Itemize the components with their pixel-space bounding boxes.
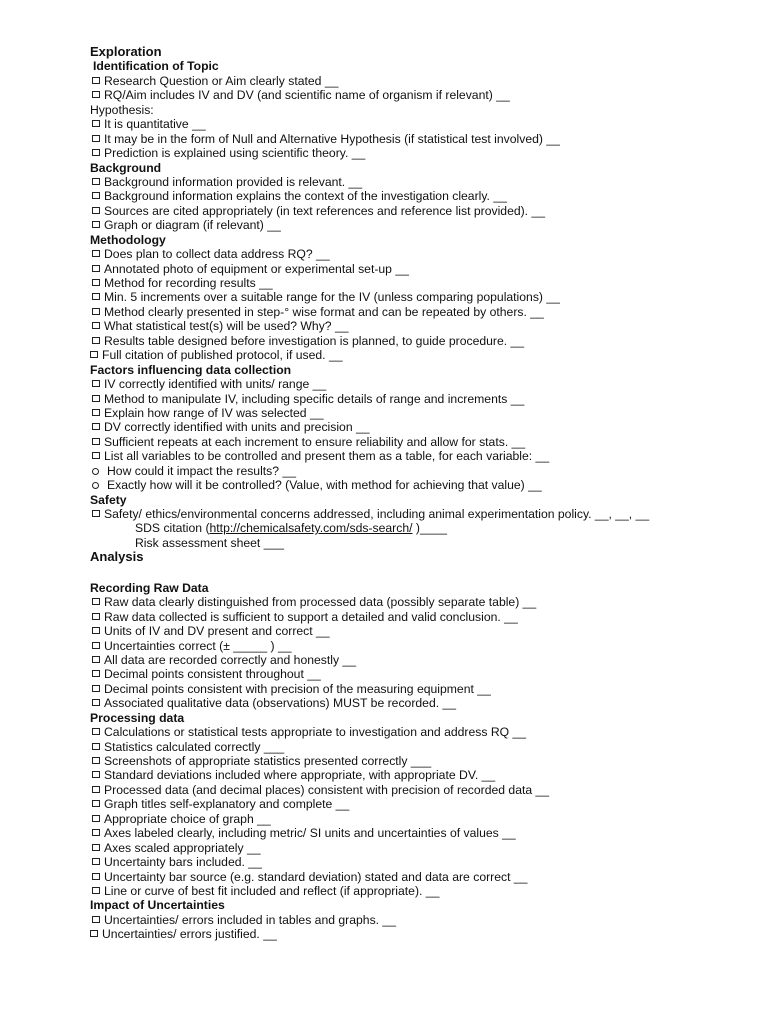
checklist-item: Associated qualitative data (observations) MUST be recorded. __ bbox=[90, 696, 750, 710]
checklist-item: Annotated photo of equipment or experimental set-up __ bbox=[90, 262, 750, 276]
checklist-item: Line or curve of best fit included and reflect (if appropriate). __ bbox=[90, 884, 750, 898]
checkbox-icon bbox=[92, 380, 100, 387]
checkbox-icon bbox=[92, 786, 100, 793]
checkbox-icon bbox=[92, 757, 100, 764]
checkbox-icon bbox=[92, 322, 100, 329]
checklist-item: Uncertainty bar source (e.g. standard deviation) stated and data are correct __ bbox=[90, 870, 750, 884]
checkbox-icon bbox=[92, 265, 100, 272]
checkbox-icon bbox=[92, 613, 100, 620]
checklist-item: Sufficient repeats at each increment to ensure reliability and allow for stats. __ bbox=[90, 435, 750, 449]
checklist-item: Axes scaled appropriately __ bbox=[90, 841, 750, 855]
checklist-item: Explain how range of IV was selected __ bbox=[90, 406, 750, 420]
checkbox-icon bbox=[92, 699, 100, 706]
checklist-item: Raw data collected is sufficient to support a detailed and valid conclusion. __ bbox=[90, 610, 750, 624]
spacer bbox=[90, 565, 750, 581]
checkbox-icon bbox=[92, 91, 100, 98]
checkbox-icon bbox=[92, 250, 100, 257]
sub-bullet-item: Exactly how will it be controlled? (Value, with method for achieving that value) __ bbox=[90, 478, 750, 492]
checkbox-icon bbox=[92, 395, 100, 402]
checkbox-icon bbox=[92, 293, 100, 300]
checkbox-icon bbox=[92, 337, 100, 344]
checklist-item: Sources are cited appropriately (in text references and reference list provided). __ bbox=[90, 204, 750, 218]
checklist-item: Uncertainties/ errors included in tables and graphs. __ bbox=[90, 913, 750, 927]
checklist-item: All data are recorded correctly and honestly __ bbox=[90, 653, 750, 667]
checkbox-icon bbox=[92, 627, 100, 634]
checklist-item: Appropriate choice of graph __ bbox=[90, 812, 750, 826]
checklist-item: Full citation of published protocol, if used. __ bbox=[90, 348, 750, 362]
section-title-background: Background bbox=[90, 160, 162, 175]
checkbox-icon bbox=[92, 800, 100, 807]
checkbox-icon bbox=[92, 656, 100, 663]
checklist-item: Research Question or Aim clearly stated __ bbox=[90, 74, 750, 88]
checklist-document bbox=[90, 45, 750, 942]
checklist-item: Axes labeled clearly, including metric/ SI units and uncertainties of values __ bbox=[90, 826, 750, 840]
checklist-item: DV correctly identified with units and precision __ bbox=[90, 420, 750, 434]
checkbox-icon bbox=[92, 438, 100, 445]
hypothesis-label: Hypothesis: bbox=[90, 102, 154, 117]
checklist-item: Safety/ ethics/environmental concerns addressed, including animal experimentation policy. __, __, __ bbox=[90, 507, 750, 521]
sds-link[interactable]: http://chemicalsafety.com/sds-search/ bbox=[209, 521, 413, 536]
subsection-title-recording: Recording Raw Data bbox=[90, 580, 209, 595]
checklist-item: Uncertainty bars included. __ bbox=[90, 855, 750, 869]
checklist-item: Results table designed before investigation is planned, to guide procedure. __ bbox=[90, 334, 750, 348]
checkbox-icon bbox=[92, 670, 100, 677]
checkbox-icon bbox=[92, 77, 100, 84]
checkbox-icon bbox=[92, 510, 100, 517]
checklist-item: Decimal points consistent throughout __ bbox=[90, 667, 750, 681]
checkbox-icon bbox=[92, 452, 100, 459]
checkbox-icon bbox=[92, 829, 100, 836]
checkbox-icon bbox=[92, 728, 100, 735]
checklist-item: Min. 5 increments over a suitable range for the IV (unless comparing populations) __ bbox=[90, 290, 750, 304]
checklist-item: Background information explains the context of the investigation clearly. __ bbox=[90, 189, 750, 203]
checklist-item: Uncertainties correct (± _____ ) __ bbox=[90, 639, 750, 653]
checkbox-icon bbox=[92, 409, 100, 416]
checkbox-icon bbox=[92, 207, 100, 214]
checklist-item: Method to manipulate IV, including specific details of range and increments __ bbox=[90, 392, 750, 406]
risk-assessment-line: Risk assessment sheet ___ bbox=[135, 535, 285, 550]
checkbox-icon bbox=[92, 598, 100, 605]
checkbox-icon bbox=[92, 743, 100, 750]
checkbox-icon bbox=[92, 771, 100, 778]
checklist-item: Method clearly presented in step-° wise format and can be repeated by others. __ bbox=[90, 305, 750, 319]
section-title-factors: Factors influencing data collection bbox=[90, 362, 292, 377]
checkbox-icon bbox=[92, 685, 100, 692]
circle-bullet-icon bbox=[92, 468, 99, 475]
sds-citation: SDS citation (http://chemicalsafety.com/sds-search/ )____ bbox=[135, 521, 448, 536]
checkbox-icon bbox=[92, 844, 100, 851]
checklist-item: It is quantitative __ bbox=[90, 117, 750, 131]
checklist-item: Raw data clearly distinguished from processed data (possibly separate table) __ bbox=[90, 595, 750, 609]
checklist-item: Standard deviations included where appropriate, with appropriate DV. __ bbox=[90, 768, 750, 782]
checklist-item: List all variables to be controlled and present them as a table, for each variable: __ bbox=[90, 449, 750, 463]
checkbox-icon bbox=[92, 308, 100, 315]
checklist-item: Decimal points consistent with precision of the measuring equipment __ bbox=[90, 682, 750, 696]
section-title-exploration: Exploration bbox=[90, 44, 162, 59]
checklist-item: RQ/Aim includes IV and DV (and scientific name of organism if relevant) __ bbox=[90, 88, 750, 102]
checkbox-icon bbox=[92, 873, 100, 880]
checklist-item: Method for recording results __ bbox=[90, 276, 750, 290]
checklist-item: Calculations or statistical tests appropriate to investigation and address RQ __ bbox=[90, 725, 750, 739]
checkbox-icon bbox=[92, 815, 100, 822]
checklist-item: Uncertainties/ errors justified. __ bbox=[90, 927, 750, 941]
subsection-title-processing: Processing data bbox=[90, 710, 185, 725]
checkbox-icon bbox=[90, 930, 98, 937]
circle-bullet-icon bbox=[92, 482, 99, 489]
subsection-title-impact: Impact of Uncertainties bbox=[90, 898, 225, 913]
checkbox-icon bbox=[92, 423, 100, 430]
checkbox-icon bbox=[92, 178, 100, 185]
checklist-item: Does plan to collect data address RQ? __ bbox=[90, 247, 750, 261]
checkbox-icon bbox=[92, 858, 100, 865]
checkbox-icon bbox=[92, 120, 100, 127]
checklist-item: IV correctly identified with units/ range __ bbox=[90, 377, 750, 391]
checkbox-icon bbox=[92, 916, 100, 923]
section-title-analysis: Analysis bbox=[90, 549, 144, 565]
checklist-item: Graph titles self-explanatory and complete __ bbox=[90, 797, 750, 811]
checkbox-icon bbox=[92, 887, 100, 894]
section-title-methodology: Methodology bbox=[90, 232, 166, 247]
checklist-item: Statistics calculated correctly ___ bbox=[90, 740, 750, 754]
checkbox-icon bbox=[92, 192, 100, 199]
checkbox-icon bbox=[92, 279, 100, 286]
checkbox-icon bbox=[92, 135, 100, 142]
section-title-safety: Safety bbox=[90, 492, 127, 507]
checkbox-icon bbox=[92, 642, 100, 649]
checkbox-icon bbox=[90, 351, 98, 358]
sub-bullet-item: How could it impact the results? __ bbox=[90, 464, 750, 478]
checklist-item: Processed data (and decimal places) consistent with precision of recorded data __ bbox=[90, 783, 750, 797]
checklist-item: Graph or diagram (if relevant) __ bbox=[90, 218, 750, 232]
checklist-item: Units of IV and DV present and correct __ bbox=[90, 624, 750, 638]
checklist-item: Background information provided is relevant. __ bbox=[90, 175, 750, 189]
checklist-item: Prediction is explained using scientific theory. __ bbox=[90, 146, 750, 160]
checklist-item: What statistical test(s) will be used? Why? __ bbox=[90, 319, 750, 333]
checklist-item: Screenshots of appropriate statistics presented correctly ___ bbox=[90, 754, 750, 768]
checklist-item: It may be in the form of Null and Alternative Hypothesis (if statistical test involved) __ bbox=[90, 132, 750, 146]
checkbox-icon bbox=[92, 149, 100, 156]
subsection-title-identification: Identification of Topic bbox=[93, 59, 219, 74]
checkbox-icon bbox=[92, 221, 100, 228]
